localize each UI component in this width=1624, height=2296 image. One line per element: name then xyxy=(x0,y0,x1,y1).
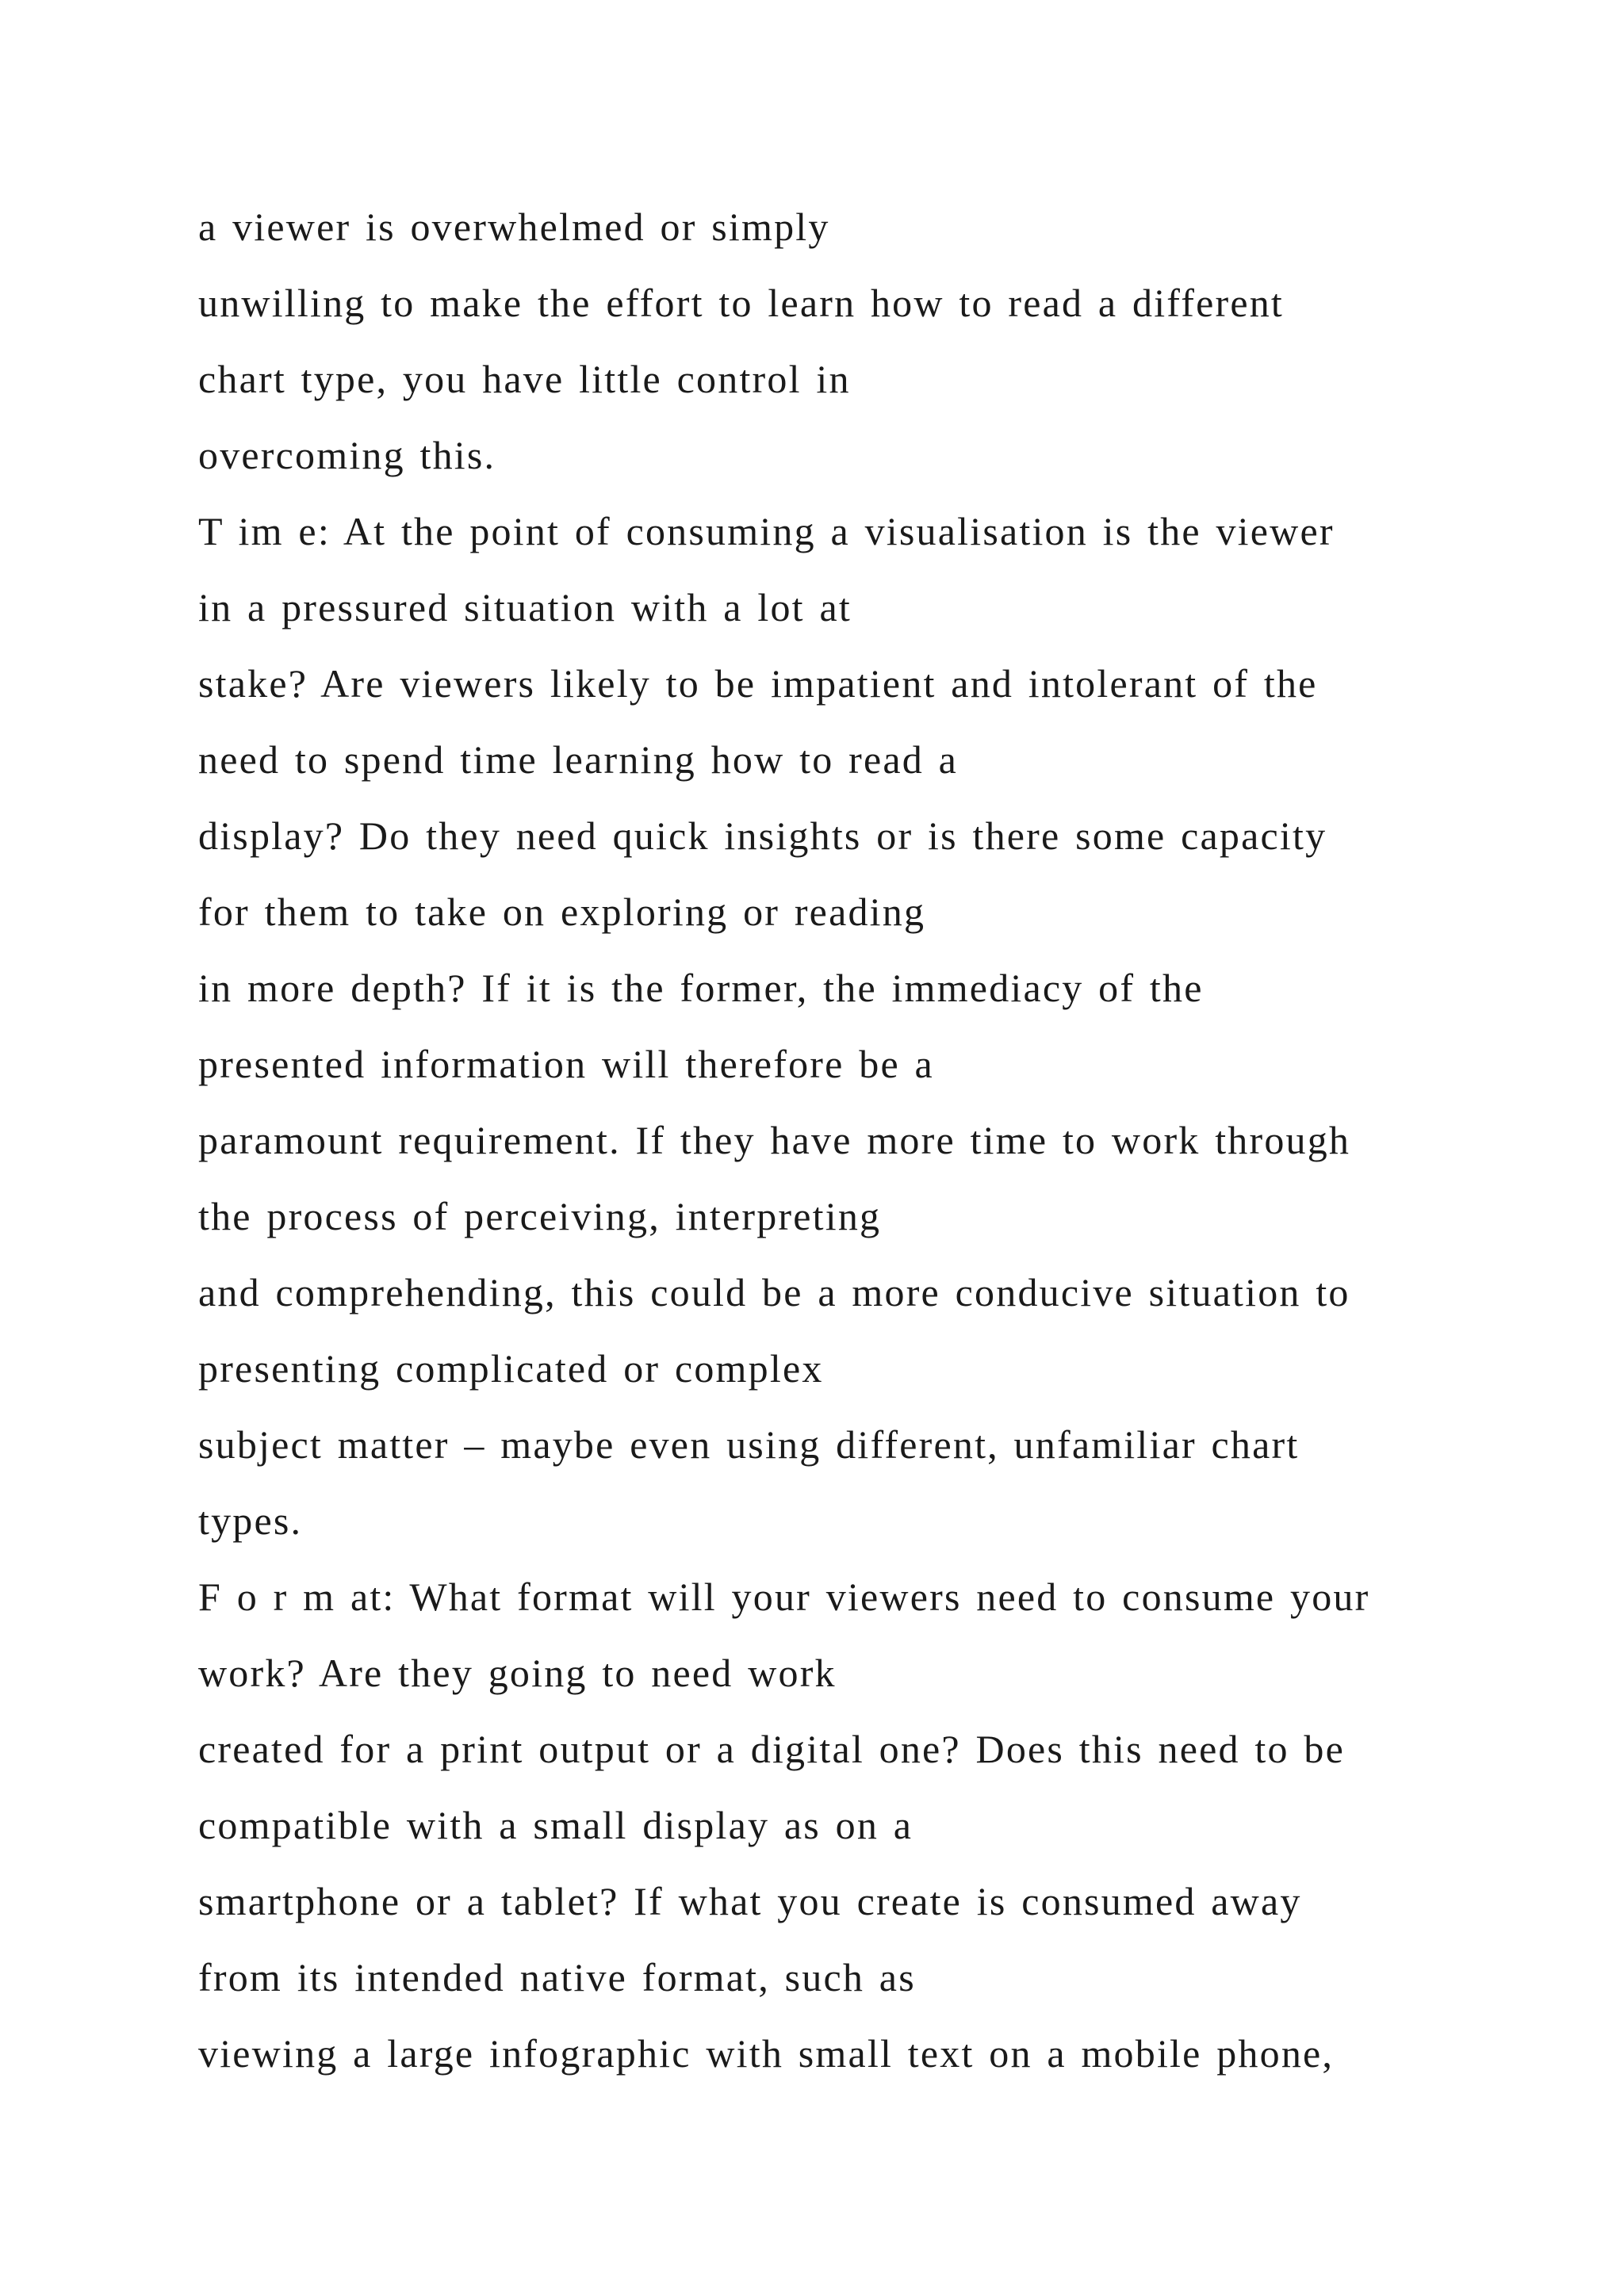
text-line: stake? Are viewers likely to be impatient and intolerant of the xyxy=(198,661,1318,706)
text-line: unwilling to make the effort to learn how to read a different xyxy=(198,281,1285,325)
text-line: work? Are they going to need work xyxy=(198,1651,837,1695)
text-line: in more depth? If it is the former, the immediacy of the xyxy=(198,966,1204,1010)
text-line: from its intended native format, such as xyxy=(198,1955,916,1999)
text-line: overcoming this. xyxy=(198,433,496,477)
text-line: for them to take on exploring or reading xyxy=(198,890,926,934)
text-line: in a pressured situation with a lot at xyxy=(198,585,852,629)
text-line: the process of perceiving, interpreting xyxy=(198,1194,882,1238)
text-line: F o r m at: What format will your viewers need to consume your xyxy=(198,1575,1370,1619)
text-line: created for a print output or a digital one? Does this need to be xyxy=(198,1727,1345,1771)
text-line: presented information will therefore be a xyxy=(198,1042,934,1086)
text-line: chart type, you have little control in xyxy=(198,357,851,401)
text-line: T im e: At the point of consuming a visualisation is the viewer xyxy=(198,509,1335,553)
text-line: viewing a large infographic with small text on a mobile phone, xyxy=(198,2031,1335,2076)
text-line: subject matter – maybe even using different, unfamiliar chart xyxy=(198,1422,1300,1467)
body-text xyxy=(198,189,1562,2091)
text-line: and comprehending, this could be a more conducive situation to xyxy=(198,1270,1350,1314)
text-line: types. xyxy=(198,1498,303,1543)
text-line: need to spend time learning how to read a xyxy=(198,737,959,782)
text-line: smartphone or a tablet? If what you create is consumed away xyxy=(198,1879,1302,1923)
text-line: display? Do they need quick insights or is there some capacity xyxy=(198,813,1327,858)
text-line: compatible with a small display as on a xyxy=(198,1803,914,1847)
text-line: paramount requirement. If they have more time to work through xyxy=(198,1118,1351,1162)
text-line: presenting complicated or complex xyxy=(198,1346,824,1391)
text-line: a viewer is overwhelmed or simply xyxy=(198,205,830,249)
